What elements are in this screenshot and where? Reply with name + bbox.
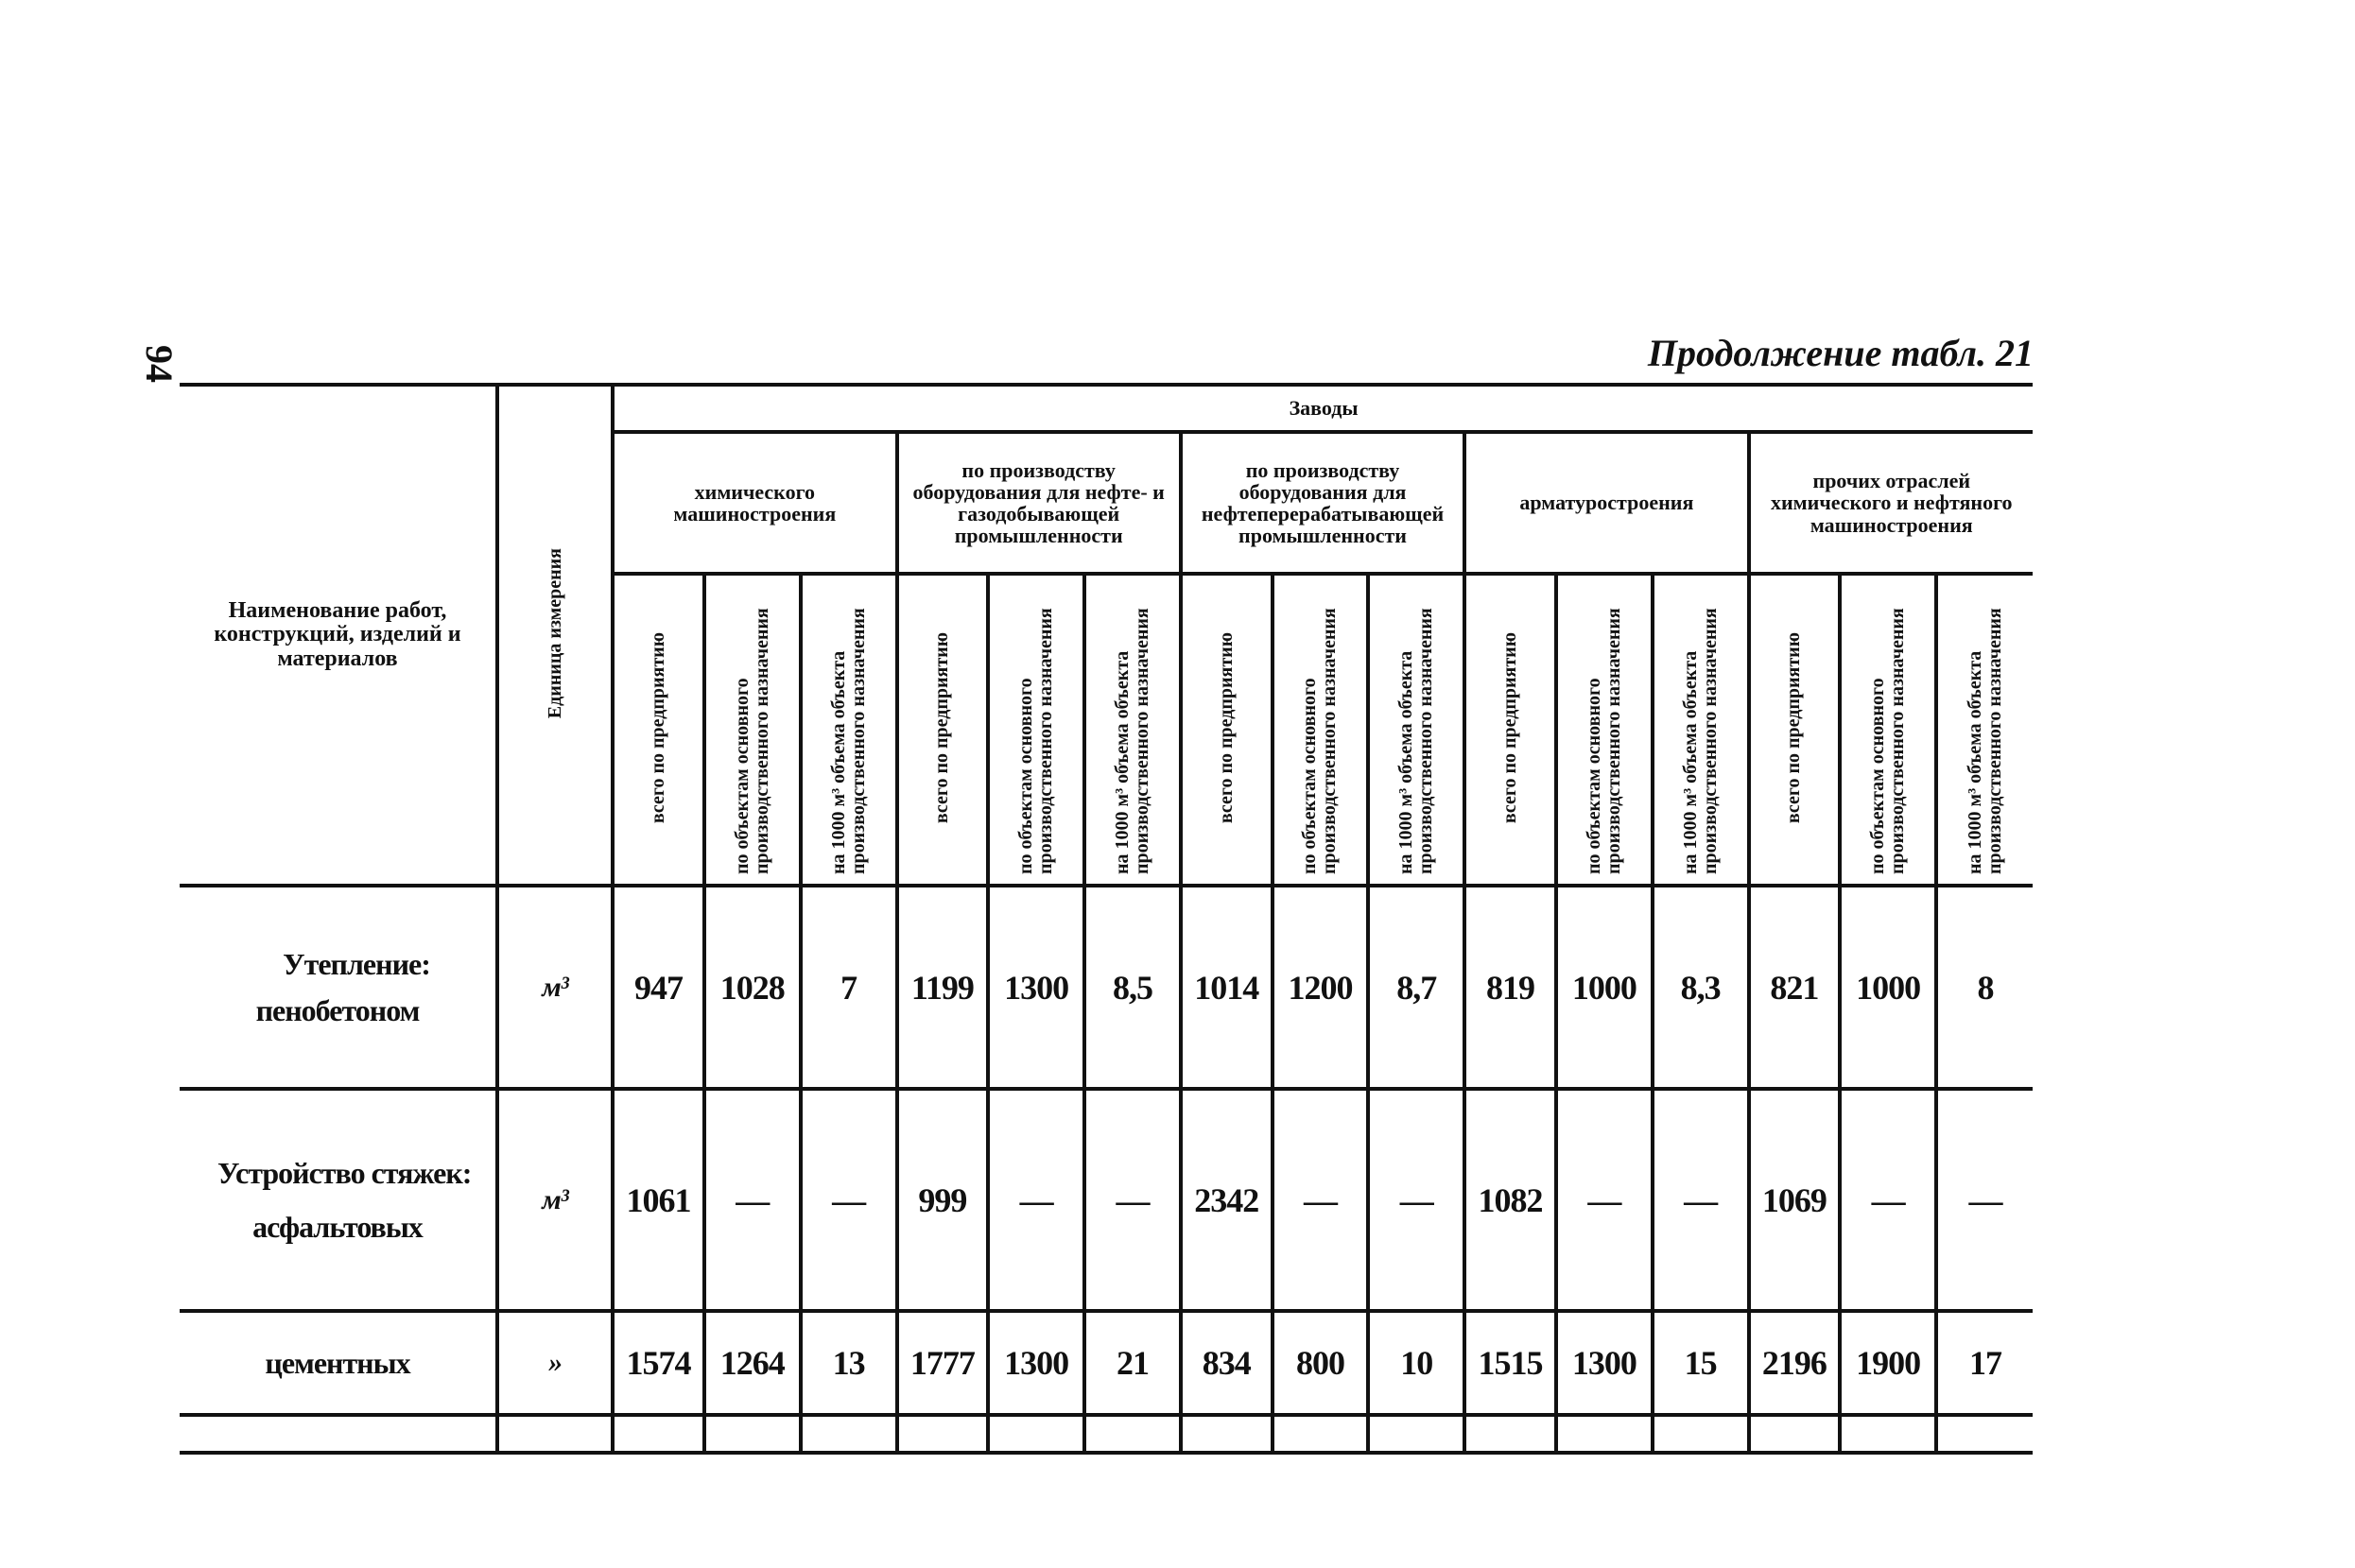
table-cell: —	[1368, 1089, 1464, 1311]
table-cell: 800	[1273, 1311, 1369, 1415]
row-name: цементных	[180, 1311, 497, 1415]
row-name: асфальтовых	[252, 1209, 423, 1244]
table-cell: 1300	[988, 886, 1084, 1089]
header-group: по производству оборудования для нефтеперерабатывающей промышленности	[1181, 432, 1464, 574]
header-subcol: по объектам основного производственного назначения	[1556, 574, 1653, 886]
table-cell: 1000	[1840, 886, 1936, 1089]
table-cell: 8	[1936, 886, 2033, 1089]
header-name: Наименование работ, конструкций, изделий и материалов	[180, 385, 497, 886]
row-unit: »	[497, 1311, 613, 1415]
table-cell: —	[704, 1089, 801, 1311]
table-cell: 1000	[1556, 886, 1653, 1089]
header-subcol: по объектам основного производственного назначения	[1273, 574, 1369, 886]
table-cell: 834	[1181, 1311, 1273, 1415]
table-cell: 1574	[613, 1311, 704, 1415]
table-cell: —	[1084, 1089, 1181, 1311]
table-cell: 1028	[704, 886, 801, 1089]
table-cell: —	[1840, 1089, 1936, 1311]
table-caption: Продолжение табл. 21	[1647, 332, 2034, 374]
table-cell: 15	[1653, 1311, 1749, 1415]
header-group: по производству оборудования для нефте- и газодобывающей промышленности	[897, 432, 1181, 574]
row-heading: Утепление:	[283, 946, 430, 981]
header-subcol: всего по предприятию	[613, 574, 704, 886]
table-cell: —	[1936, 1089, 2033, 1311]
table-cell: —	[1556, 1089, 1653, 1311]
table-cell: 1777	[897, 1311, 989, 1415]
table-cell: 2342	[1181, 1089, 1273, 1311]
row-name-cell	[180, 1089, 497, 1311]
table-cell: 1200	[1273, 886, 1369, 1089]
row-name-cell	[180, 886, 497, 1089]
header-subcol: на 1000 м³ объема объекта производственного назначения	[1084, 574, 1181, 886]
table-cell: —	[801, 1089, 897, 1311]
table-cell: 821	[1749, 886, 1841, 1089]
header-subcol: по объектам основного производственного назначения	[988, 574, 1084, 886]
table-row	[180, 1089, 2033, 1311]
table-cell: —	[988, 1089, 1084, 1311]
row-heading: Устройство стяжек:	[217, 1155, 472, 1190]
header-row-top	[180, 385, 2033, 432]
table-cell: 8,5	[1084, 886, 1181, 1089]
table-cell: 21	[1084, 1311, 1181, 1415]
row-unit: м³	[497, 1089, 613, 1311]
table-cell: 1515	[1464, 1311, 1556, 1415]
table-cell: 10	[1368, 1311, 1464, 1415]
table-cell: 1264	[704, 1311, 801, 1415]
header-subcol: всего по предприятию	[897, 574, 989, 886]
header-unit-label: Единица измерения	[544, 547, 565, 719]
table-cell: 1069	[1749, 1089, 1841, 1311]
table-cell: 819	[1464, 886, 1556, 1089]
table-cell: 1300	[1556, 1311, 1653, 1415]
table-cell: 1014	[1181, 886, 1273, 1089]
row-name: пенобетоном	[255, 992, 420, 1027]
table-cell: 7	[801, 886, 897, 1089]
header-subcol: всего по предприятию	[1749, 574, 1841, 886]
header-subcol: по объектам основного производственного назначения	[1840, 574, 1936, 886]
header-group: прочих отраслей химического и нефтяного машиностроения	[1749, 432, 2033, 574]
header-subcol: на 1000 м³ объема объекта производственного назначения	[1936, 574, 2033, 886]
table-cell: 8,3	[1653, 886, 1749, 1089]
table-cell: 947	[613, 886, 704, 1089]
table-row	[180, 886, 2033, 1089]
table-cell: 8,7	[1368, 886, 1464, 1089]
header-subcol: на 1000 м³ объема объекта производственного назначения	[1653, 574, 1749, 886]
table-cell: —	[1273, 1089, 1369, 1311]
table-row-continuation	[180, 1415, 2033, 1453]
table-cell: 2196	[1749, 1311, 1841, 1415]
table-row	[180, 1311, 2033, 1415]
table-cell: 1300	[988, 1311, 1084, 1415]
row-unit: м³	[497, 886, 613, 1089]
header-group: химического машиностроения	[613, 432, 896, 574]
table-cell: 1900	[1840, 1311, 1936, 1415]
table-cell: —	[1653, 1089, 1749, 1311]
header-subcol: всего по предприятию	[1181, 574, 1273, 886]
header-group: арматуростроения	[1464, 432, 1748, 574]
table-cell: 1199	[897, 886, 989, 1089]
table-cell: 1061	[613, 1089, 704, 1311]
table-cell: 999	[897, 1089, 989, 1311]
table-cell: 1082	[1464, 1089, 1556, 1311]
header-subcol: на 1000 м³ объема объекта производственного назначения	[801, 574, 897, 886]
table-cell: 13	[801, 1311, 897, 1415]
header-subcol: на 1000 м³ объема объекта производственного назначения	[1368, 574, 1464, 886]
header-subcol: всего по предприятию	[1464, 574, 1556, 886]
header-subcol: по объектам основного производственного назначения	[704, 574, 801, 886]
page-number: 94	[138, 345, 181, 383]
header-unit	[497, 385, 613, 886]
header-factories: Заводы	[613, 385, 2033, 432]
data-table	[180, 383, 2033, 1455]
table-cell: 17	[1936, 1311, 2033, 1415]
